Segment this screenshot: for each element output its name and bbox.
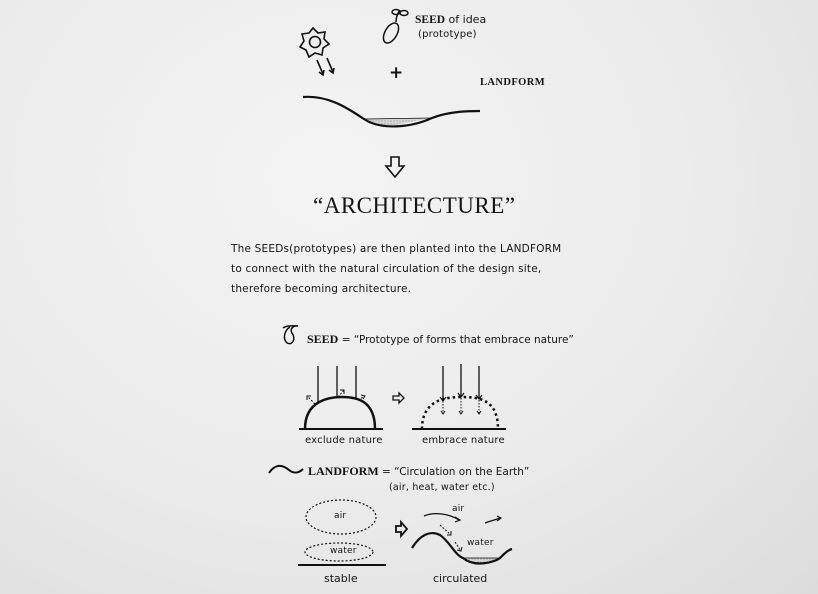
circulated-water-label: water [467,538,494,548]
description-paragraph [231,239,561,299]
seed-rest: of idea [445,13,487,26]
hollow-right-arrow-icon [393,393,404,403]
seed-definition-text: = “Prototype of forms that embrace nature” [338,334,574,346]
paragraph-line: therefore becoming architecture. [231,283,412,295]
embrace-nature-diagram [412,364,506,429]
circulated-caption: circulated [433,572,488,585]
water-label: water [330,546,357,556]
landform-valley-icon [303,97,480,127]
exclude-nature-diagram [299,366,383,429]
plus-sign: + [389,63,404,83]
prototype-sublabel: (prototype) [418,29,477,40]
hollow-down-arrow-icon [386,157,404,177]
landform-definition-text: = “Circulation on the Earth” [378,466,530,478]
down-arrows-icon [317,58,334,75]
landform-definition [308,464,529,479]
circulated-diagram [412,514,512,564]
air-label: air [334,511,347,521]
exclude-nature-caption: exclude nature [305,435,383,446]
landform-label: LANDFORM [480,77,546,88]
seed-term: SEED [307,332,339,346]
seed-of-idea-label [415,13,486,26]
landform-term: LANDFORM [308,464,379,478]
landform-sub: (air, heat, water etc.) [389,482,495,493]
sun-icon [300,28,329,57]
stable-caption: stable [324,572,358,585]
page-title: “ARCHITECTURE” [313,193,516,218]
seed-sprout-icon [283,326,298,344]
circulated-air-label: air [452,504,465,514]
wave-icon [269,466,303,473]
embrace-nature-caption: embrace nature [422,435,505,446]
seed-term: SEED [415,14,446,26]
hollow-right-arrow-icon [396,522,407,536]
paragraph-line: to connect with the natural circulation of the design site, [231,263,542,275]
paragraph-line: The SEEDs(prototypes) are then planted into the LANDFORM [231,243,562,255]
seed-definition [307,332,574,347]
seed-sprout-icon [380,10,408,46]
